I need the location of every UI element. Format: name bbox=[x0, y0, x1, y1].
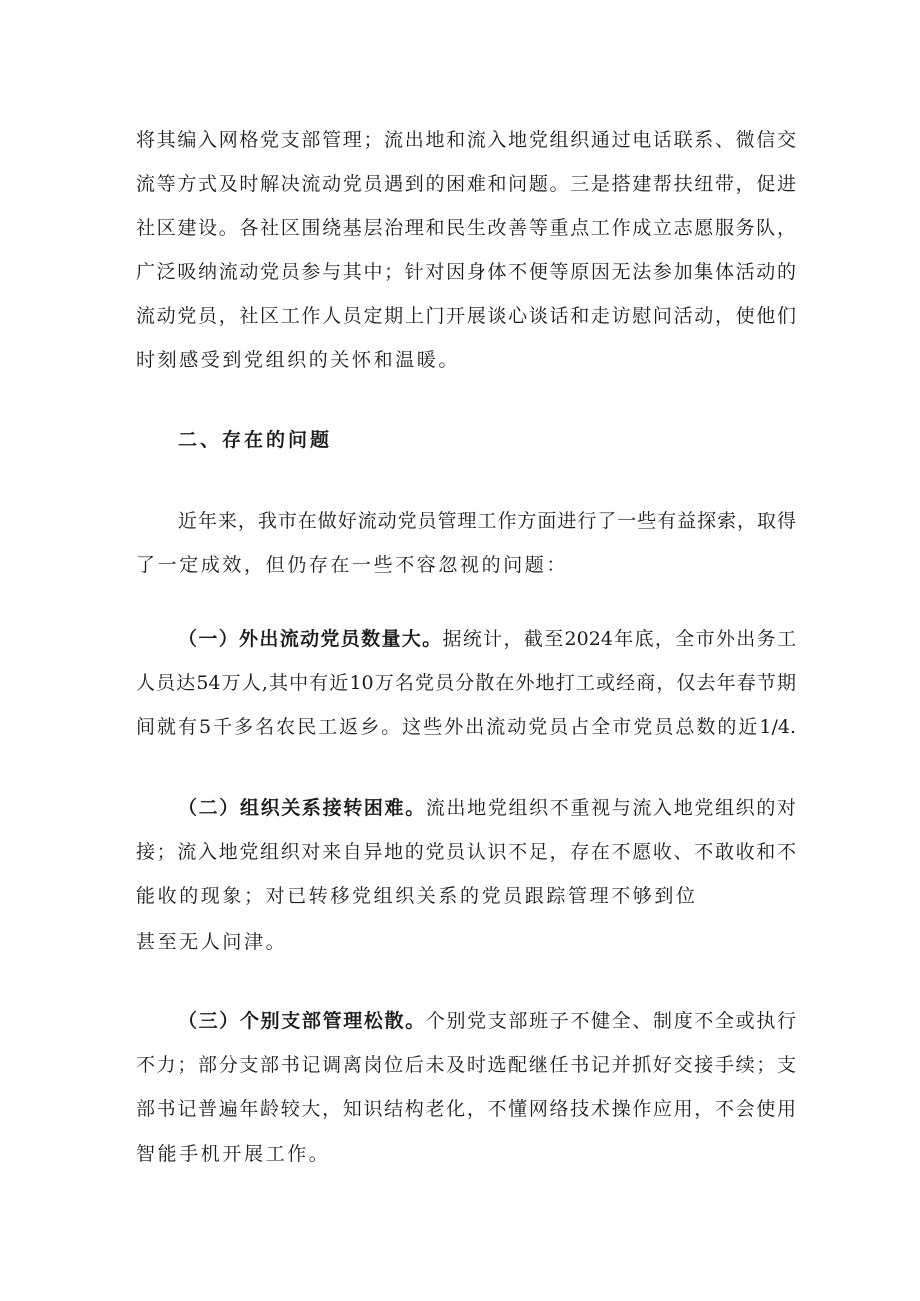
paragraph-line: 近年来，我市在做好流动党员管理工作方面进行了一些有益探索，取得 bbox=[178, 510, 796, 532]
paragraph-line: 时刻感受到党组织的关怀和温暖。 bbox=[136, 349, 461, 371]
item-text: 个别党支部班子不健全、制度不全或执行 bbox=[425, 1010, 796, 1032]
paragraph-line: 了一定成效，但仍存在一些不容忽视的问题： bbox=[136, 554, 569, 576]
paragraph-line: 不力；部分支部书记调离岗位后未及时选配继任书记并抓好交接手续；支 bbox=[136, 1054, 796, 1076]
paragraph-line: 流等方式及时解决流动党员遇到的困难和问题。三是搭建帮扶纽带，促进 bbox=[136, 173, 796, 195]
paragraph-line: 将其编入网格党支部管理；流出地和流入地党组织通过电话联系、微信交 bbox=[136, 129, 796, 151]
item-text: 据统计，截至2024年底，全市外出务工 bbox=[442, 628, 796, 650]
paragraph-line: 广泛吸纳流动党员参与其中；针对因身体不便等原因无法参加集体活动的 bbox=[136, 261, 796, 283]
item-title: （一）外出流动党员数量大。 bbox=[178, 628, 443, 650]
paragraph-line: 社区建设。各社区围绕基层治理和民生改善等重点工作成立志愿服务队， bbox=[136, 217, 796, 239]
section-heading: 二、存在的问题 bbox=[178, 429, 333, 451]
item-first-line bbox=[178, 795, 796, 821]
item-title: （三）个别支部管理松散。 bbox=[178, 1010, 426, 1032]
paragraph-line: 能收的现象；对已转移党组织关系的党员跟踪管理不够到位 bbox=[136, 885, 698, 907]
paragraph-line: 人员达54万人,其中有近10万名党员分散在外地打工或经商，仅去年春节期 bbox=[136, 672, 796, 694]
paragraph-line: 甚至无人问津。 bbox=[136, 931, 288, 953]
item-first-line bbox=[178, 626, 796, 652]
paragraph-line: 智能手机开展工作。 bbox=[136, 1143, 331, 1165]
item-title: （二）组织关系接转困难。 bbox=[178, 797, 426, 819]
item-first-line bbox=[178, 1008, 796, 1034]
item-text: 流出地党组织不重视与流入地党组织的对 bbox=[425, 797, 796, 819]
paragraph-line: 接；流入地党组织对来自异地的党员认识不足，存在不愿收、不敢收和不 bbox=[136, 841, 796, 863]
paragraph-line: 流动党员，社区工作人员定期上门开展谈心谈话和走访慰问活动，使他们 bbox=[136, 305, 796, 327]
paragraph-line: 间就有5千多名农民工返乡。这些外出流动党员占全市党员总数的近1/4. bbox=[136, 716, 796, 738]
paragraph-line: 部书记普遍年龄较大，知识结构老化，不懂网络技术操作应用，不会使用 bbox=[136, 1098, 796, 1120]
